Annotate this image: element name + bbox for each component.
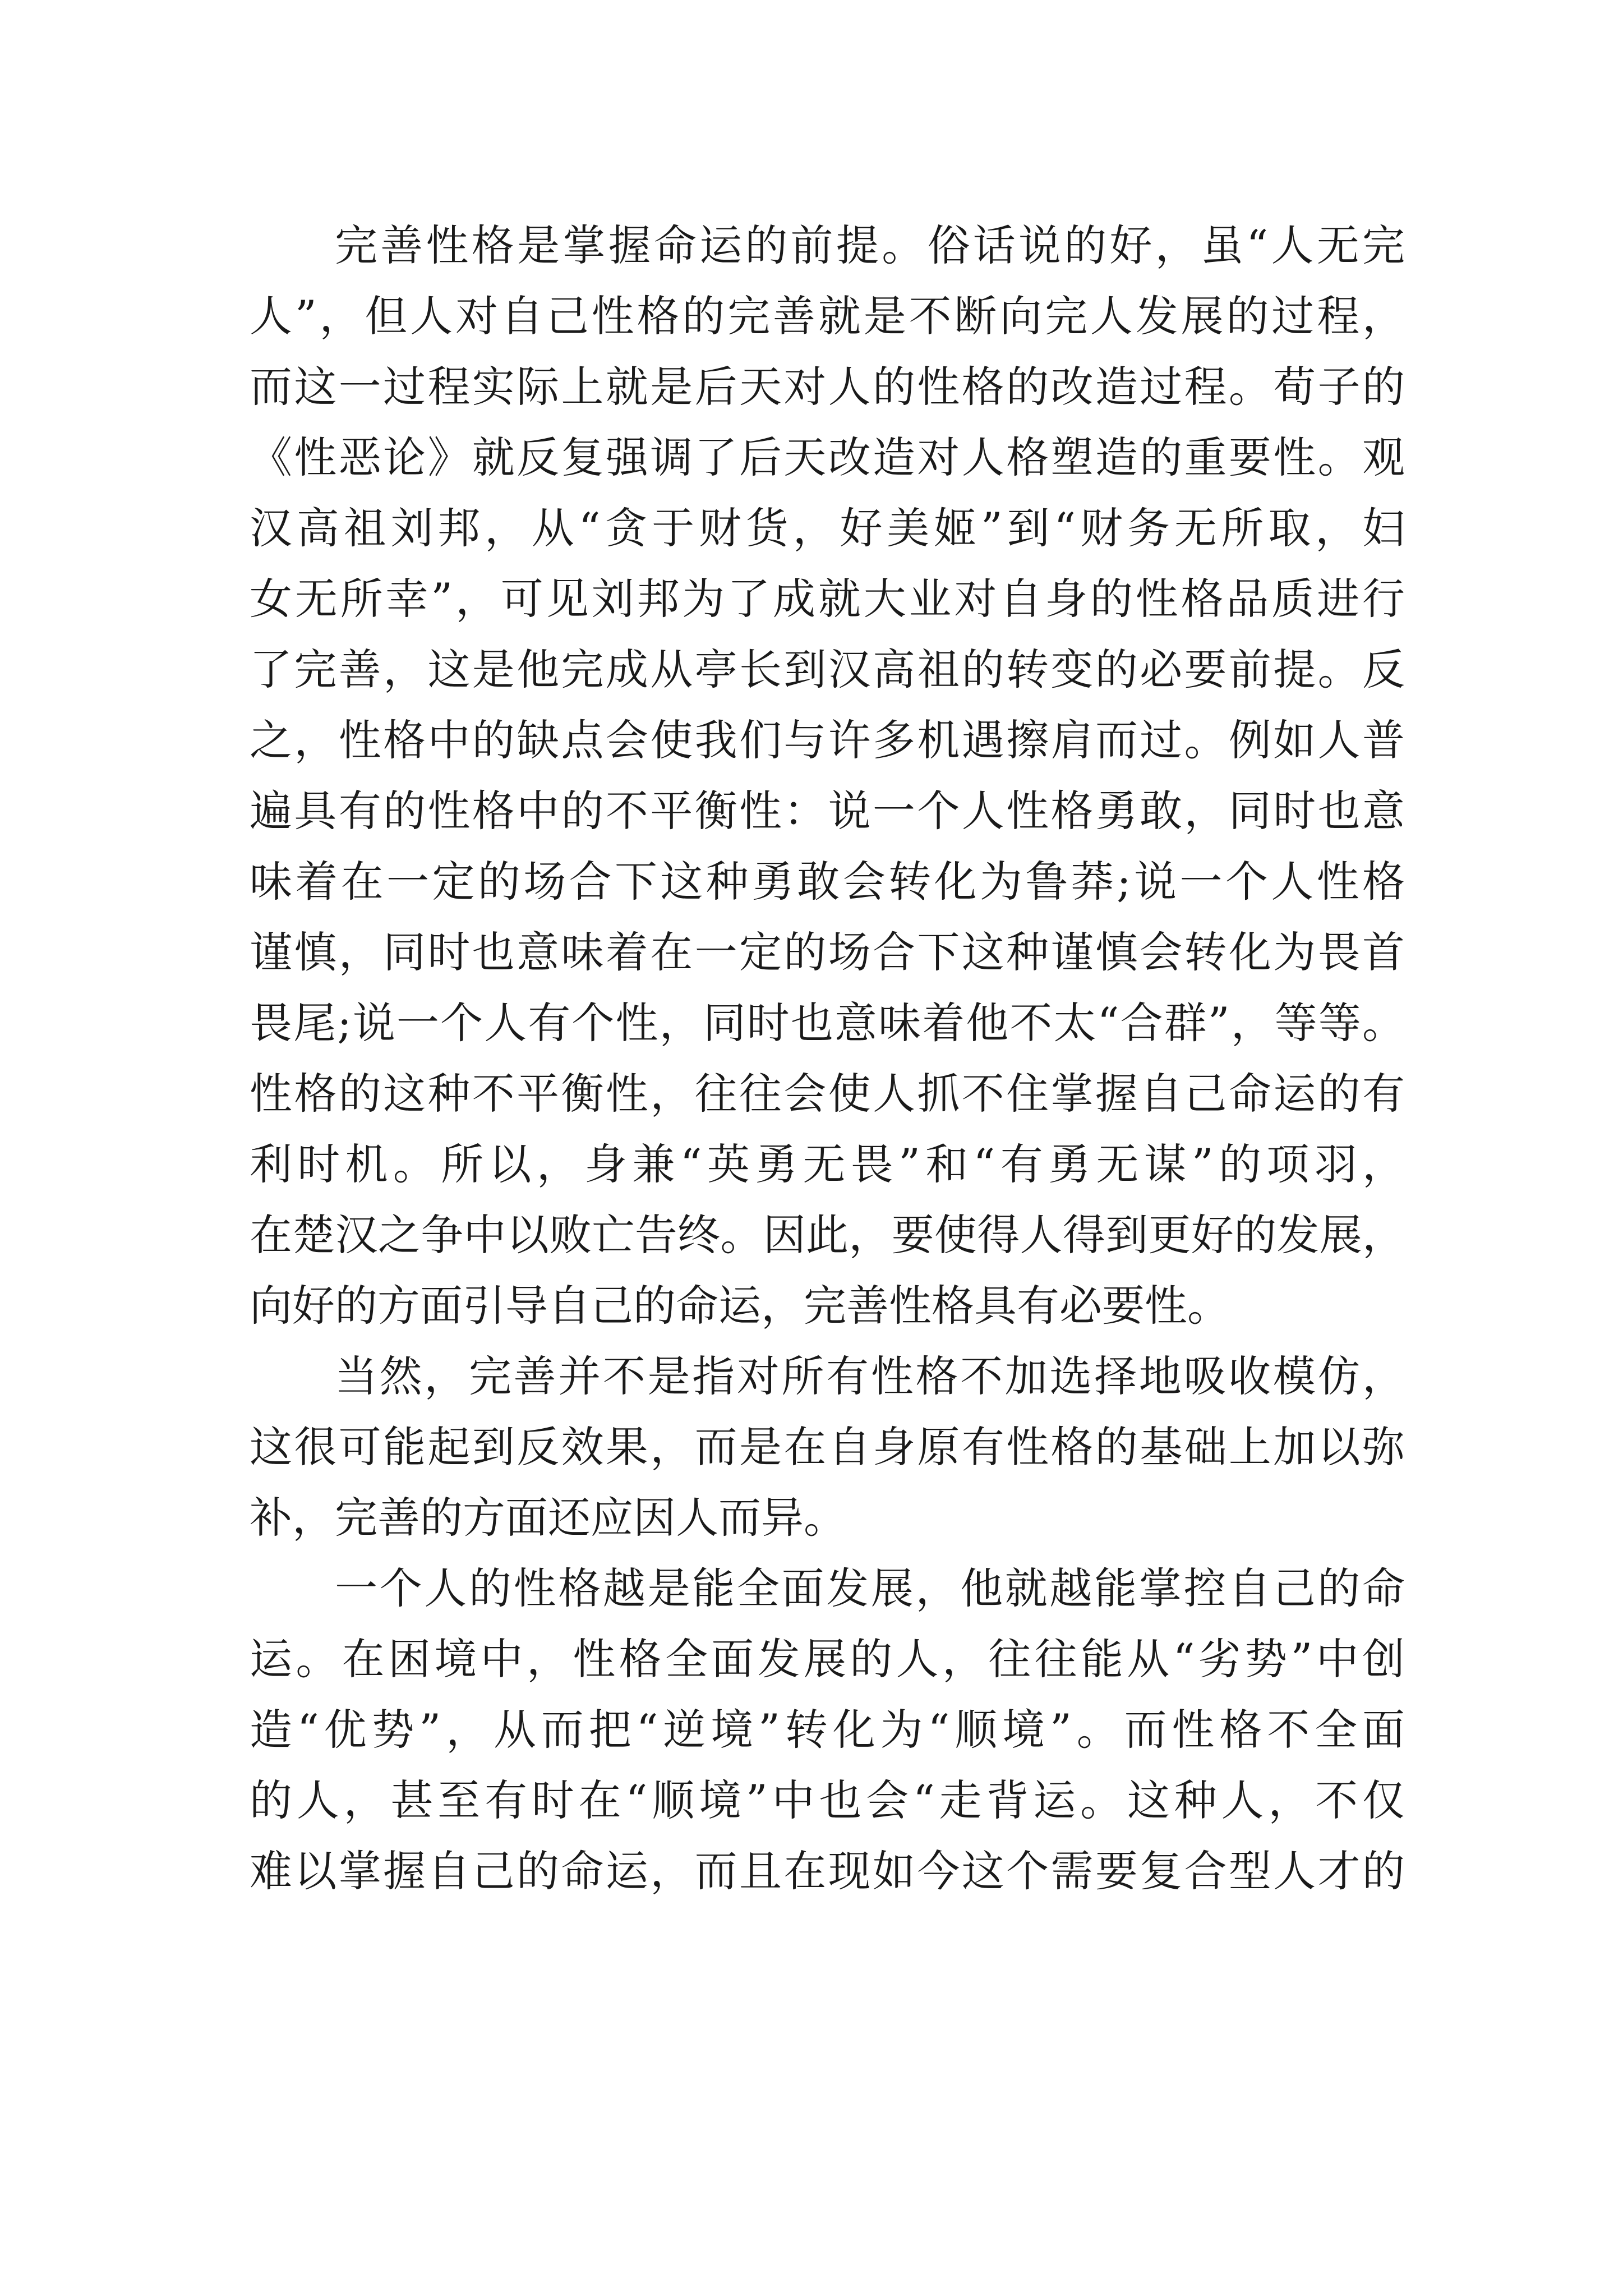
- text-line: 味着在一定的场合下这种勇敢会转化为鲁莽;说一个人性格: [250, 857, 1405, 907]
- document-body: [250, 210, 1405, 1907]
- text-line: 了完善，这是他完成从亭长到汉高祖的转变的必要前提。反: [250, 645, 1405, 694]
- text-line: 畏尾;说一个人有个性，同时也意味着他不太“合群”，等等。: [250, 998, 1405, 1048]
- text-line: 而这一过程实际上就是后天对人的性格的改造过程。荀子的: [250, 362, 1405, 412]
- text-line: 完善性格是掌握命运的前提。俗话说的好，虽“人无完: [335, 220, 1405, 270]
- text-line: 女无所幸”，可见刘邦为了成就大业对自身的性格品质进行: [250, 574, 1405, 624]
- text-line: 的人，甚至有时在“顺境”中也会“走背运。这种人，不仅: [250, 1775, 1405, 1825]
- text-line: 在楚汉之争中以败亡告终。因此，要使得人得到更好的发展，: [250, 1210, 1405, 1260]
- text-line: 人”，但人对自己性格的完善就是不断向完人发展的过程，: [250, 291, 1405, 341]
- text-line: 这很可能起到反效果，而是在自身原有性格的基础上加以弥: [250, 1422, 1405, 1472]
- text-line: 谨慎，同时也意味着在一定的场合下这种谨慎会转化为畏首: [250, 927, 1405, 977]
- text-line: 利时机。所以，身兼“英勇无畏”和“有勇无谋”的项羽，: [250, 1139, 1405, 1189]
- text-line: 运。在困境中，性格全面发展的人，往往能从“劣势”中创: [250, 1634, 1405, 1684]
- text-line: 《性恶论》就反复强调了后天改造对人格塑造的重要性。观: [250, 432, 1405, 482]
- text-line: 难以掌握自己的命运，而且在现如今这个需要复合型人才的: [250, 1846, 1405, 1896]
- text-line: 补，完善的方面还应因人而异。: [250, 1493, 846, 1543]
- text-line: 遍具有的性格中的不平衡性：说一个人性格勇敢，同时也意: [250, 786, 1405, 836]
- text-line: 性格的这种不平衡性，往往会使人抓不住掌握自己命运的有: [250, 1069, 1405, 1119]
- text-line: 造“优势”，从而把“逆境”转化为“顺境”。而性格不全面: [250, 1705, 1405, 1755]
- text-line: 向好的方面引导自己的命运，完善性格具有必要性。: [250, 1281, 1230, 1331]
- text-line: 当然，完善并不是指对所有性格不加选择地吸收模仿，: [335, 1351, 1405, 1401]
- text-line: 汉高祖刘邦，从“贪于财货，好美姬”到“财务无所取，妇: [250, 503, 1405, 553]
- text-line: 一个人的性格越是能全面发展，他就越能掌控自己的命: [335, 1563, 1405, 1613]
- text-line: 之，性格中的缺点会使我们与许多机遇擦肩而过。例如人普: [250, 715, 1405, 765]
